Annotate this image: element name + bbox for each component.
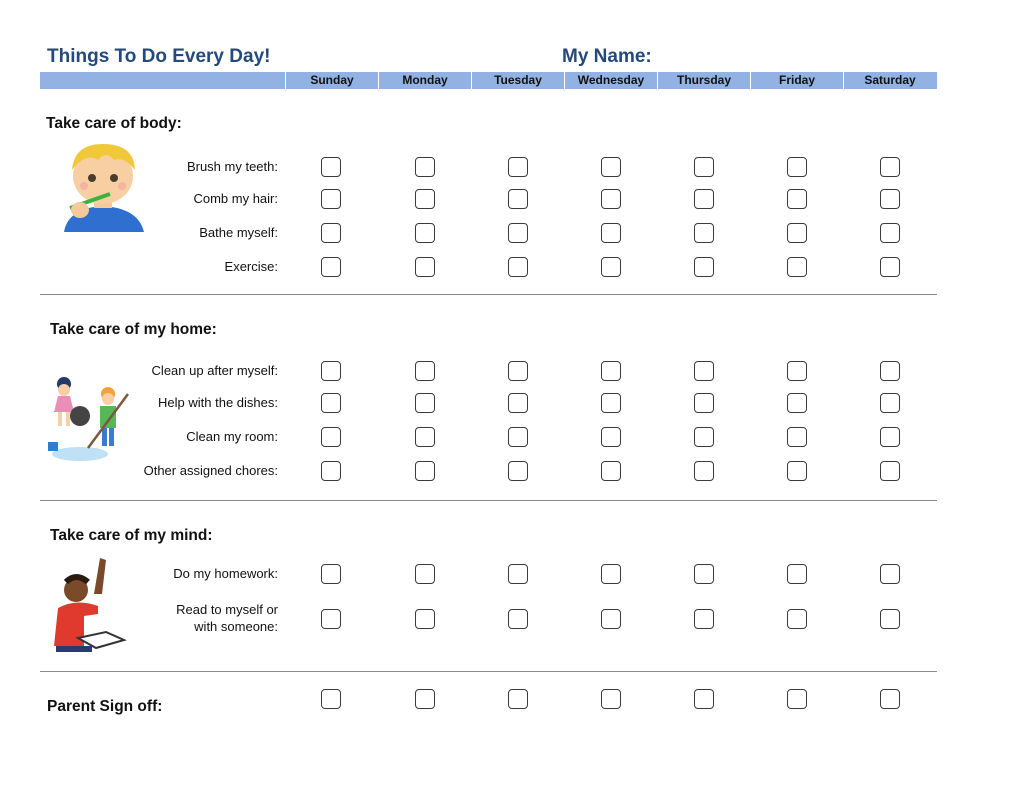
- checkbox-comb-my-hair-saturday[interactable]: [880, 189, 900, 209]
- task-label-line: Help with the dishes:: [158, 394, 278, 410]
- checkbox-other-assigned-chores-friday[interactable]: [787, 461, 807, 481]
- checkbox-clean-up-after-myself-monday[interactable]: [415, 361, 435, 381]
- checkbox-clean-my-room-saturday[interactable]: [880, 427, 900, 447]
- checkbox-parent-sign-off-wednesday[interactable]: [601, 689, 621, 709]
- checkbox-help-with-the-dishes-thursday[interactable]: [694, 393, 714, 413]
- task-label: [144, 462, 278, 479]
- task-label: [187, 158, 278, 175]
- day-header-bar: [40, 72, 937, 89]
- divider: [40, 500, 937, 501]
- task-label-line: with someone:: [194, 619, 278, 634]
- task-label: [158, 394, 278, 411]
- task-label: [199, 224, 278, 241]
- checkbox-exercise-monday[interactable]: [415, 257, 435, 277]
- checkbox-clean-my-room-sunday[interactable]: [321, 427, 341, 447]
- task-label: [173, 565, 278, 582]
- checkbox-brush-my-teeth-tuesday[interactable]: [508, 157, 528, 177]
- checkbox-comb-my-hair-sunday[interactable]: [321, 189, 341, 209]
- checkbox-parent-sign-off-sunday[interactable]: [321, 689, 341, 709]
- checkbox-other-assigned-chores-monday[interactable]: [415, 461, 435, 481]
- task-label-line: Do my homework:: [173, 565, 278, 581]
- checkbox-read-to-myself-or-with-someone-saturday[interactable]: [880, 609, 900, 629]
- student-raising-hand-icon: [48, 554, 128, 659]
- checkbox-comb-my-hair-thursday[interactable]: [694, 189, 714, 209]
- checkbox-help-with-the-dishes-wednesday[interactable]: [601, 393, 621, 413]
- day-header-friday: Friday: [750, 72, 843, 89]
- task-label-line: Exercise:: [224, 258, 278, 274]
- checkbox-bathe-myself-tuesday[interactable]: [508, 223, 528, 243]
- checkbox-bathe-myself-sunday[interactable]: [321, 223, 341, 243]
- checkbox-read-to-myself-or-with-someone-friday[interactable]: [787, 609, 807, 629]
- page-title: Things To Do Every Day!: [47, 46, 271, 67]
- checkbox-other-assigned-chores-tuesday[interactable]: [508, 461, 528, 481]
- checkbox-read-to-myself-or-with-someone-sunday[interactable]: [321, 609, 341, 629]
- checkbox-clean-up-after-myself-saturday[interactable]: [880, 361, 900, 381]
- divider: [40, 671, 937, 672]
- checkbox-brush-my-teeth-sunday[interactable]: [321, 157, 341, 177]
- checkbox-do-my-homework-wednesday[interactable]: [601, 564, 621, 584]
- my-name-label: My Name:: [562, 46, 652, 67]
- kids-cleaning-icon: [44, 372, 136, 473]
- checkbox-parent-sign-off-thursday[interactable]: [694, 689, 714, 709]
- checkbox-brush-my-teeth-saturday[interactable]: [880, 157, 900, 177]
- task-label-line: Other assigned chores:: [143, 462, 278, 478]
- checkbox-clean-my-room-thursday[interactable]: [694, 427, 714, 447]
- checkbox-clean-my-room-monday[interactable]: [415, 427, 435, 447]
- task-label: [152, 362, 278, 379]
- task-label-line: Brush my teeth:: [186, 158, 278, 174]
- checkbox-clean-my-room-friday[interactable]: [787, 427, 807, 447]
- checkbox-parent-sign-off-friday[interactable]: [787, 689, 807, 709]
- checkbox-clean-up-after-myself-wednesday[interactable]: [601, 361, 621, 381]
- checkbox-help-with-the-dishes-monday[interactable]: [415, 393, 435, 413]
- checkbox-brush-my-teeth-thursday[interactable]: [694, 157, 714, 177]
- task-label-line: Clean my room:: [186, 428, 278, 444]
- task-label-line: Bathe myself:: [199, 224, 278, 240]
- checkbox-comb-my-hair-tuesday[interactable]: [508, 189, 528, 209]
- checkbox-read-to-myself-or-with-someone-monday[interactable]: [415, 609, 435, 629]
- task-label: [186, 428, 278, 445]
- checkbox-clean-my-room-wednesday[interactable]: [601, 427, 621, 447]
- checkbox-read-to-myself-or-with-someone-wednesday[interactable]: [601, 609, 621, 629]
- checkbox-exercise-wednesday[interactable]: [601, 257, 621, 277]
- boy-brushing-teeth-icon: [58, 140, 148, 245]
- checkbox-bathe-myself-friday[interactable]: [787, 223, 807, 243]
- section-title-body: Take care of body:: [46, 115, 182, 132]
- task-label: [225, 258, 278, 275]
- checkbox-help-with-the-dishes-saturday[interactable]: [880, 393, 900, 413]
- task-label: [193, 190, 278, 207]
- day-header-sunday: Sunday: [285, 72, 378, 89]
- checkbox-other-assigned-chores-thursday[interactable]: [694, 461, 714, 481]
- task-label-line: Comb my hair:: [193, 190, 278, 206]
- checkbox-other-assigned-chores-saturday[interactable]: [880, 461, 900, 481]
- checkbox-bathe-myself-saturday[interactable]: [880, 223, 900, 243]
- checkbox-bathe-myself-monday[interactable]: [415, 223, 435, 243]
- checkbox-exercise-saturday[interactable]: [880, 257, 900, 277]
- day-header-monday: Monday: [378, 72, 471, 89]
- checkbox-clean-up-after-myself-sunday[interactable]: [321, 361, 341, 381]
- checkbox-do-my-homework-sunday[interactable]: [321, 564, 341, 584]
- checkbox-help-with-the-dishes-sunday[interactable]: [321, 393, 341, 413]
- section-title-home: Take care of my home:: [50, 321, 217, 338]
- parent-sign-off-label: Parent Sign off:: [47, 698, 163, 715]
- checkbox-comb-my-hair-wednesday[interactable]: [601, 189, 621, 209]
- checkbox-help-with-the-dishes-friday[interactable]: [787, 393, 807, 413]
- divider: [40, 294, 937, 295]
- task-label-line: Read to myself or: [176, 602, 278, 617]
- checkbox-brush-my-teeth-friday[interactable]: [787, 157, 807, 177]
- checkbox-parent-sign-off-monday[interactable]: [415, 689, 435, 709]
- checkbox-clean-my-room-tuesday[interactable]: [508, 427, 528, 447]
- checkbox-exercise-tuesday[interactable]: [508, 257, 528, 277]
- checkbox-bathe-myself-wednesday[interactable]: [601, 223, 621, 243]
- task-label: [176, 601, 278, 635]
- checkbox-parent-sign-off-saturday[interactable]: [880, 689, 900, 709]
- checkbox-brush-my-teeth-monday[interactable]: [415, 157, 435, 177]
- task-label-line: Clean up after myself:: [151, 362, 278, 378]
- checkbox-do-my-homework-thursday[interactable]: [694, 564, 714, 584]
- checkbox-bathe-myself-thursday[interactable]: [694, 223, 714, 243]
- checkbox-do-my-homework-saturday[interactable]: [880, 564, 900, 584]
- checkbox-do-my-homework-tuesday[interactable]: [508, 564, 528, 584]
- checkbox-do-my-homework-monday[interactable]: [415, 564, 435, 584]
- section-title-mind: Take care of my mind:: [50, 527, 213, 544]
- checkbox-other-assigned-chores-wednesday[interactable]: [601, 461, 621, 481]
- day-header-tuesday: Tuesday: [471, 72, 564, 89]
- checkbox-other-assigned-chores-sunday[interactable]: [321, 461, 341, 481]
- day-header-thursday: Thursday: [657, 72, 750, 89]
- checkbox-help-with-the-dishes-tuesday[interactable]: [508, 393, 528, 413]
- checkbox-do-my-homework-friday[interactable]: [787, 564, 807, 584]
- checkbox-comb-my-hair-friday[interactable]: [787, 189, 807, 209]
- checkbox-read-to-myself-or-with-someone-tuesday[interactable]: [508, 609, 528, 629]
- checkbox-exercise-friday[interactable]: [787, 257, 807, 277]
- checkbox-exercise-sunday[interactable]: [321, 257, 341, 277]
- day-header-wednesday: Wednesday: [564, 72, 657, 89]
- day-header-saturday: Saturday: [843, 72, 936, 89]
- checkbox-exercise-thursday[interactable]: [694, 257, 714, 277]
- checkbox-clean-up-after-myself-tuesday[interactable]: [508, 361, 528, 381]
- checkbox-clean-up-after-myself-thursday[interactable]: [694, 361, 714, 381]
- checkbox-comb-my-hair-monday[interactable]: [415, 189, 435, 209]
- checkbox-brush-my-teeth-wednesday[interactable]: [601, 157, 621, 177]
- checkbox-parent-sign-off-tuesday[interactable]: [508, 689, 528, 709]
- checkbox-read-to-myself-or-with-someone-thursday[interactable]: [694, 609, 714, 629]
- checkbox-clean-up-after-myself-friday[interactable]: [787, 361, 807, 381]
